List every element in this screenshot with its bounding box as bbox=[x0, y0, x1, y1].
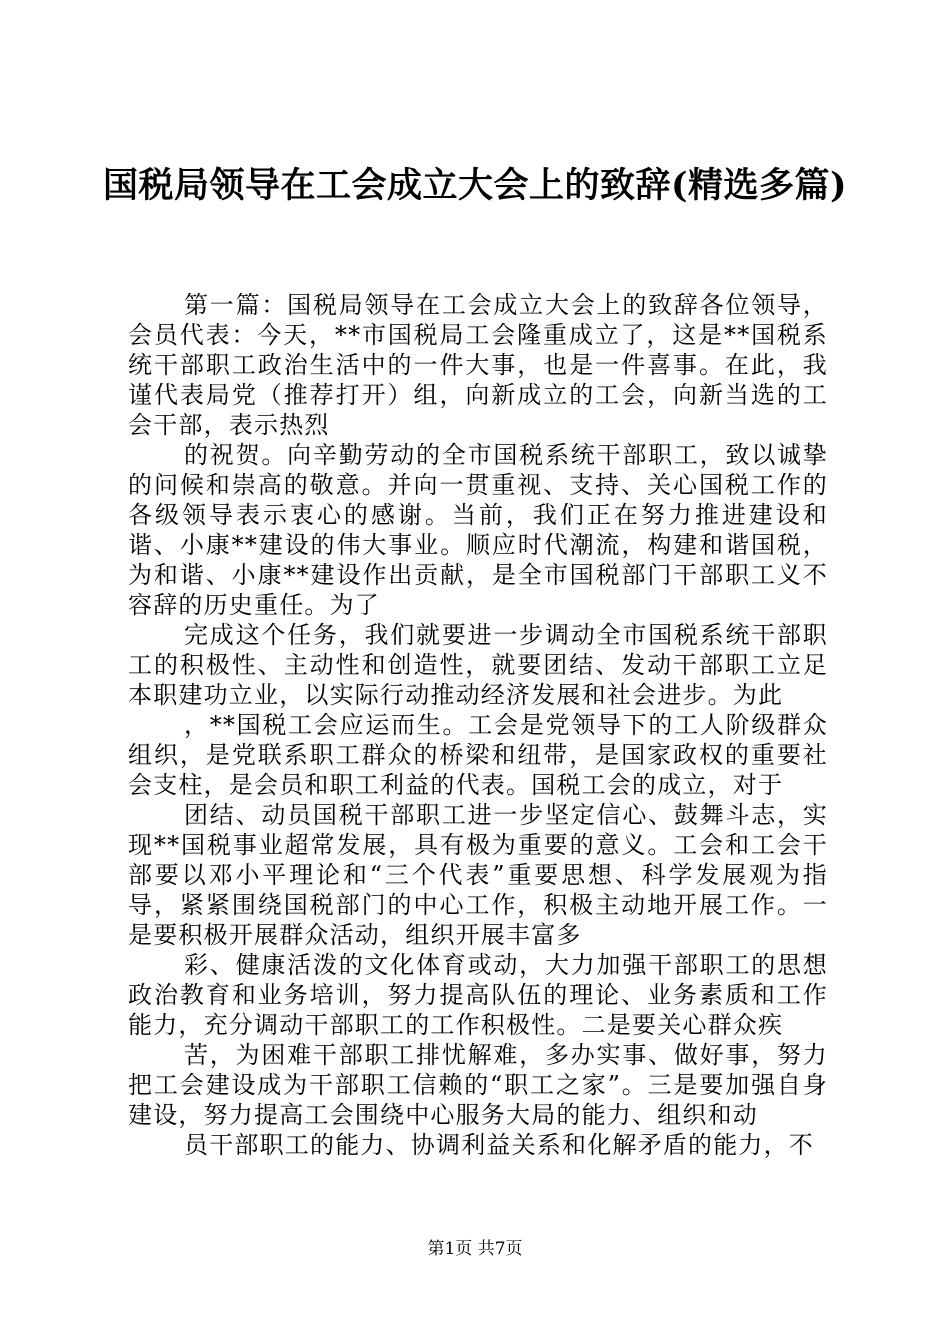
paragraph: 第一篇：国税局领导在工会成立大会上的致辞各位领导，会员代表：今天，**市国税局工会隆重成立了，这是**国税系统干部职工政治生活中的一件大事，也是一件喜事。在此，我谨代表局党（推荐打开）组，向新成立的工会，向新当选的工会干部，表示热烈 bbox=[128, 291, 828, 439]
paragraph: 完成这个任务，我们就要进一步调动全市国税系统干部职工的积极性、主动性和创造性，就要团结、发动干部职工立足本职建功立业，以实际行动推动经济发展和社会进步。为此 bbox=[128, 621, 828, 709]
page-number-footer: 第1页 共7页 bbox=[427, 1239, 523, 1259]
paragraph: 团结、动员国税干部职工进一步坚定信心、鼓舞斗志，实现**国税事业超常发展，具有极为重要的意义。工会和工会干部要以邓小平理论和“三个代表”重要思想、科学发展观为指导，紧紧围绕国税部门的中心工作，积极主动地开展工作。一是要积极开展群众活动，组织开展丰富多 bbox=[128, 801, 828, 949]
paragraph: 苦，为困难干部职工排忧解难，多办实事、做好事，努力把工会建设成为干部职工信赖的“职工之家”。三是要加强自身建设，努力提高工会围绕中心服务大局的能力、组织和动 bbox=[128, 1041, 828, 1129]
paragraph: 的祝贺。向辛勤劳动的全市国税系统干部职工，致以诚挚的问候和崇高的敬意。并向一贯重视、支持、关心国税工作的各级领导表示衷心的感谢。当前，我们正在努力推进建设和谐、小康**建设的伟大事业。顺应时代潮流，构建和谐国税，为和谐、小康**建设作出贡献，是全市国税部门干部职工义不容辞的历史重任。为了 bbox=[128, 441, 828, 619]
document-body bbox=[128, 290, 828, 1160]
paragraph: ，**国税工会应运而生。工会是党领导下的工人阶级群众组织，是党联系职工群众的桥梁和纽带，是国家政权的重要社会支柱，是会员和职工利益的代表。国税工会的成立，对于 bbox=[128, 711, 828, 799]
paragraph: 员干部职工的能力、协调利益关系和化解矛盾的能力，不 bbox=[184, 1131, 814, 1159]
paragraph: 彩、健康活泼的文化体育或动，大力加强干部职工的思想政治教育和业务培训，努力提高队伍的理论、业务素质和工作能力，充分调动干部职工的工作积极性。二是要关心群众疾 bbox=[128, 951, 828, 1039]
document-title: 国税局领导在工会成立大会上的致辞(精选多篇) bbox=[102, 165, 848, 206]
